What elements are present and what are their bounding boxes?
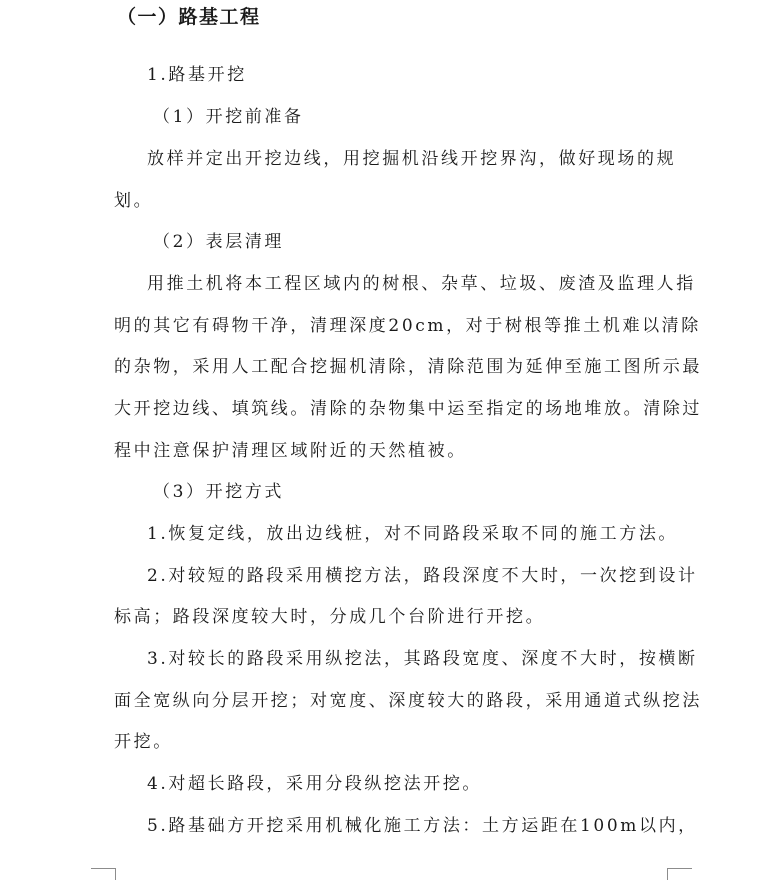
paragraph-line: 4.对超长路段，采用分段纵挖法开挖。: [147, 774, 483, 794]
paragraph-line: 程中注意保护清理区域附近的天然植被。: [114, 441, 467, 461]
paragraph-line: 标高；路段深度较大时，分成几个台阶进行开挖。: [114, 607, 546, 627]
paragraph-line: 1.恢复定线，放出边线桩，对不同路段采取不同的施工方法。: [147, 524, 679, 544]
paragraph-line: 划。: [114, 191, 154, 211]
subsection-title: 1.路基开挖: [147, 65, 247, 85]
paragraph-line: 大开挖边线、填筑线。清除的杂物集中运至指定的场地堆放。清除过: [114, 399, 702, 419]
page-corner-mark-left: [91, 868, 116, 880]
paragraph-line: 5.路基础方开挖采用机械化施工方法：土方运距在100m以内，: [147, 816, 698, 836]
paragraph-line: 放样并定出开挖边线，用挖掘机沿线开挖界沟，做好现场的规: [147, 149, 677, 169]
item-title: （3）开挖方式: [153, 482, 285, 502]
paragraph-line: 的杂物，采用人工配合挖掘机清除，清除范围为延伸至施工图所示最: [114, 357, 702, 377]
item-title: （1）开挖前准备: [153, 107, 304, 127]
item-title: （2）表层清理: [153, 232, 285, 252]
paragraph-line: 明的其它有碍物干净，清理深度20cm，对于树根等推土机难以清除: [114, 316, 701, 336]
section-heading: （一）路基工程: [117, 6, 261, 28]
page-corner-mark-right: [667, 868, 692, 880]
paragraph-line: 2.对较短的路段采用横挖方法，路段深度不大时，一次挖到设计: [147, 566, 698, 586]
paragraph-line: 开挖。: [114, 732, 173, 752]
paragraph-line: 用推土机将本工程区域内的树根、杂草、垃圾、废渣及监理人指: [147, 274, 696, 294]
paragraph-line: 3.对较长的路段采用纵挖法，其路段宽度、深度不大时，按横断: [147, 649, 698, 669]
paragraph-line: 面全宽纵向分层开挖；对宽度、深度较大的路段，采用通道式纵挖法: [114, 691, 702, 711]
